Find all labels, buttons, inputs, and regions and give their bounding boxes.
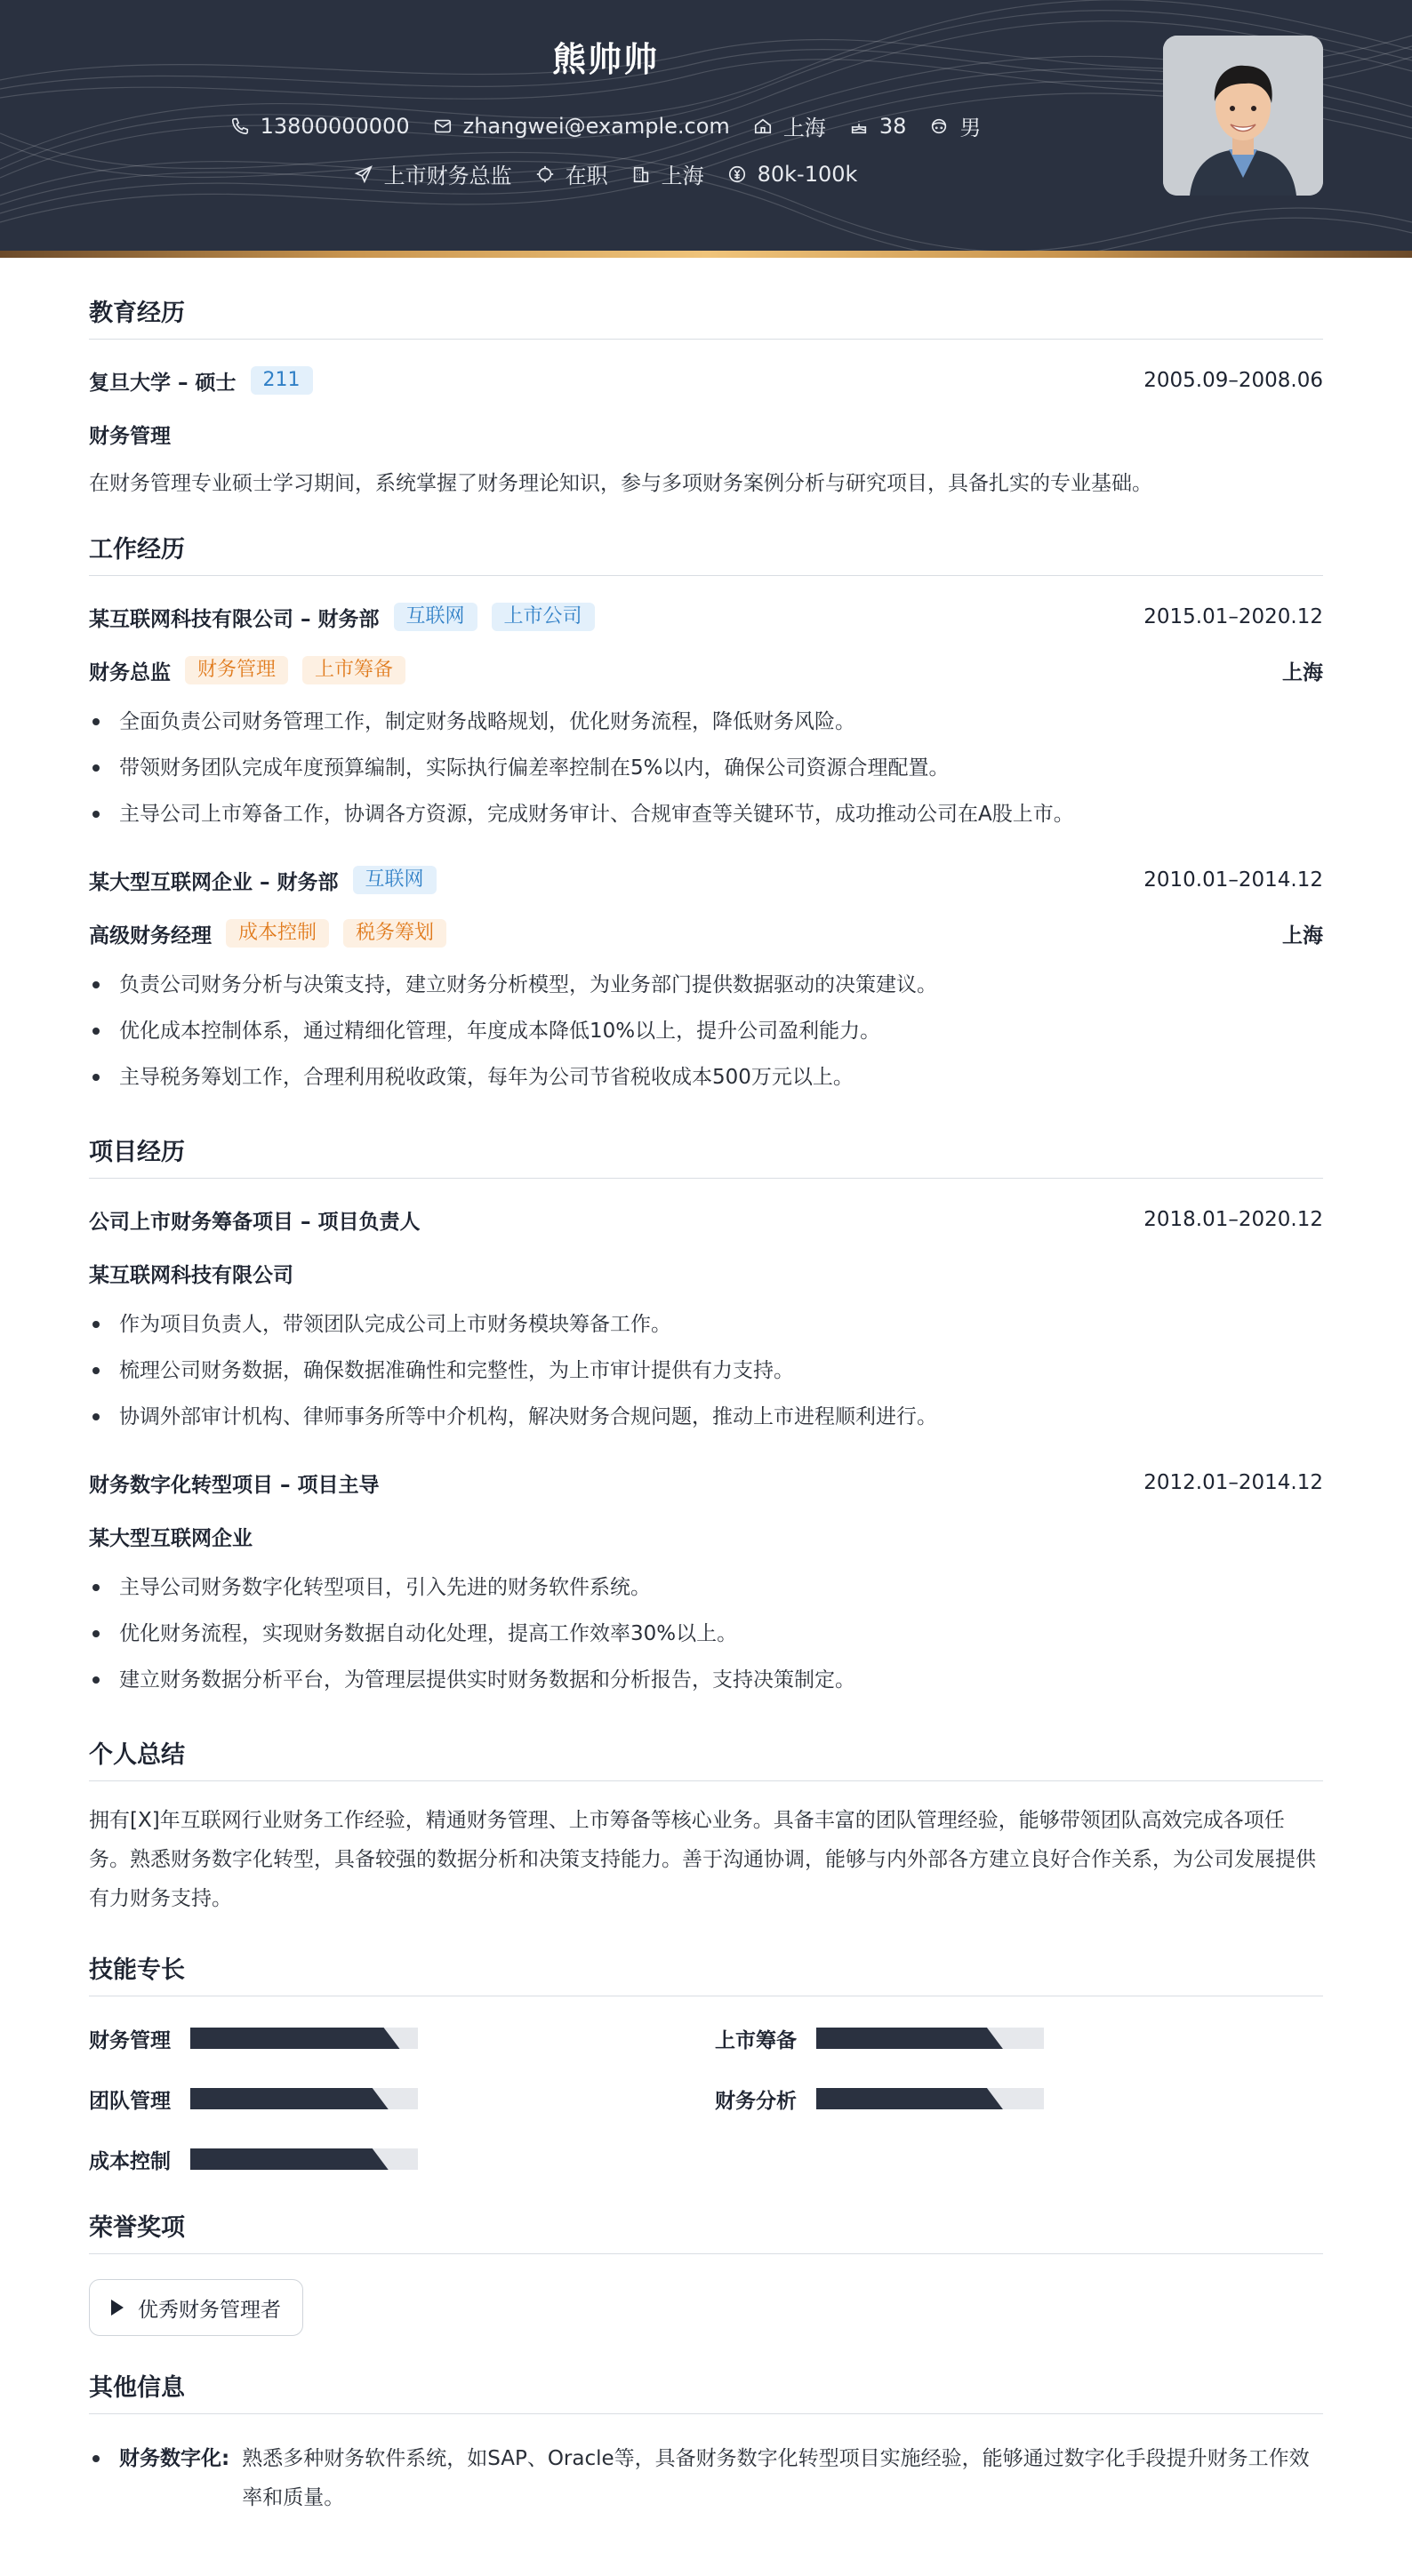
summary-section: [89, 1735, 1323, 1918]
skill-name: 财务分析: [715, 2089, 797, 2113]
paper-plane-icon: [354, 164, 373, 184]
project-title: 公司上市财务筹备项目 – 项目负责人: [89, 1210, 421, 1234]
email-info: [433, 114, 730, 139]
status-info: [535, 158, 608, 189]
yen-icon: [727, 164, 747, 184]
project-company-row: [89, 1257, 1323, 1289]
city-text: 上海: [782, 116, 826, 140]
play-triangle-icon: [111, 2300, 124, 2316]
section-title-work: 工作经历: [89, 530, 1323, 576]
section-title-other: 其他信息: [89, 2368, 1323, 2414]
work-entry-head: [89, 601, 1323, 633]
list-item: 梳理公司财务数据，确保数据准确性和完整性，为上市审计提供有力支持。: [89, 1348, 1323, 1394]
work-role-title: 财务总监: [89, 660, 171, 684]
education-desc: 在财务管理专业硕士学习期间，系统掌握了财务理论知识，参与多项财务案例分析与研究项目，具备扎实的专业基础。: [89, 472, 1152, 495]
list-item: 作为项目负责人，带领团队完成公司上市财务模块筹备工作。: [89, 1301, 1323, 1348]
work-section: [89, 530, 1323, 1100]
awards-section: [89, 2208, 1323, 2336]
project-date: 2012.01–2014.12: [1143, 1471, 1323, 1494]
education-date: 2005.09–2008.06: [1143, 369, 1323, 392]
target-job-info: [354, 158, 512, 189]
work-role-tag: 成本控制: [226, 919, 329, 948]
resume-header: [0, 0, 1412, 251]
skills-section: [89, 1950, 1323, 2176]
skill-name: 团队管理: [89, 2089, 171, 2113]
skill-item: [715, 2021, 1323, 2055]
header-accent-bar: [0, 251, 1412, 258]
work-role-row: [89, 917, 1323, 949]
bullet-dot: [89, 2439, 119, 2517]
email-text: zhangwei@example.com: [462, 113, 730, 139]
home-icon: [753, 116, 773, 136]
section-title-skills: 技能专长: [89, 1950, 1323, 1996]
skills-grid: [89, 2021, 1323, 2176]
cake-icon: [849, 116, 869, 136]
age-info: [849, 114, 907, 139]
project-entry-head: [89, 1204, 1323, 1236]
skill-bar: [190, 2028, 418, 2049]
skill-fill: [816, 2088, 1003, 2109]
education-major-row: [89, 418, 1323, 450]
job-intent-row: [0, 158, 1211, 189]
resume-body: [89, 258, 1323, 2517]
city-info: [753, 110, 826, 141]
project-company: 某大型互联网企业: [89, 1526, 253, 1550]
skill-item: [89, 2021, 715, 2055]
education-entry: [89, 364, 1323, 503]
age-text: 38: [878, 113, 907, 139]
work-tag: 互联网: [353, 866, 437, 894]
work-role: [89, 656, 405, 685]
project-bullets: [89, 1564, 1323, 1703]
other-text: 熟悉多种财务软件系统，如SAP、Oracle等，具备财务数字化转型项目实施经验，能够通过数字化手段提升财务工作效率和质量。: [242, 2447, 1310, 2509]
skill-bar: [816, 2088, 1044, 2109]
list-item: 主导税务筹划工作，合理利用税收政策，每年为公司节省税收成本500万元以上。: [89, 1054, 1323, 1100]
education-school: [89, 366, 313, 396]
other-label: 财务数字化:: [119, 2447, 230, 2470]
work-location: 上海: [1282, 660, 1323, 684]
work-bullets: [89, 962, 1323, 1100]
work-date: 2010.01–2014.12: [1143, 868, 1323, 892]
mail-icon: [433, 116, 453, 136]
work-role-tag: 上市筹备: [302, 656, 405, 684]
phone-text: 13800000000: [260, 113, 410, 139]
list-item: 全面负责公司财务管理工作，制定财务战略规划，优化财务流程，降低财务风险。: [89, 699, 1323, 745]
skill-name: 成本控制: [89, 2149, 171, 2173]
work-company: [89, 866, 437, 895]
work-company-title: 某大型互联网企业 – 财务部: [89, 870, 339, 894]
target-city-info: [631, 158, 704, 189]
list-item: 优化财务流程，实现财务数据自动化处理，提高工作效率30%以上。: [89, 1611, 1323, 1657]
work-role-row: [89, 654, 1323, 686]
list-item: 主导公司上市筹备工作，协调各方资源，完成财务审计、合规审查等关键环节，成功推动公司在A股上市。: [89, 791, 1323, 837]
avatar-portrait: [1163, 36, 1323, 196]
other-section: [89, 2368, 1323, 2517]
project-date: 2018.01–2020.12: [1143, 1208, 1323, 1231]
list-item: 主导公司财务数字化转型项目，引入先进的财务软件系统。: [89, 1564, 1323, 1611]
other-item: [89, 2439, 1323, 2517]
skill-fill: [190, 2028, 400, 2049]
summary-text: 拥有[X]年互联网行业财务工作经验，精通财务管理、上市筹备等核心业务。具备丰富的团队管理经验，能够带领团队高效完成各项任务。熟悉财务数字化转型，具备较强的数据分析和决策支持能力。善于沟通协调，能够与内外部各方建立良好合作关系，为公司发展提供有力财务支持。: [89, 1809, 1316, 1910]
education-entry-head: [89, 364, 1323, 396]
salary-text: 80k-100k: [757, 161, 858, 187]
work-bullets: [89, 699, 1323, 837]
work-entry: [89, 864, 1323, 1100]
phone-info: [230, 114, 410, 139]
award-text: 优秀财务管理者: [138, 2298, 281, 2322]
skill-name: 上市筹备: [715, 2028, 797, 2052]
section-title-projects: 项目经历: [89, 1132, 1323, 1179]
contact-row: [0, 110, 1211, 141]
status-text: 在职: [565, 164, 608, 188]
phone-icon: [230, 116, 250, 136]
skill-bar: [190, 2088, 418, 2109]
gender-info: [929, 110, 981, 141]
work-entry: [89, 601, 1323, 837]
section-title-summary: 个人总结: [89, 1735, 1323, 1781]
work-date: 2015.01–2020.12: [1143, 605, 1323, 628]
gender-text: 男: [959, 116, 982, 140]
project-entry-head: [89, 1467, 1323, 1499]
salary-info: [727, 162, 858, 187]
work-tag: 互联网: [394, 603, 477, 631]
project-title: 财务数字化转型项目 – 项目主导: [89, 1473, 380, 1497]
education-school-title: 复旦大学 – 硕士: [89, 371, 237, 395]
skill-fill: [190, 2148, 389, 2170]
skill-name: 财务管理: [89, 2028, 171, 2052]
status-spinner-icon: [535, 164, 555, 184]
list-item: 负责公司财务分析与决策支持，建立财务分析模型，为业务部门提供数据驱动的决策建议。: [89, 962, 1323, 1008]
work-company-title: 某互联网科技有限公司 – 财务部: [89, 607, 380, 631]
skill-fill: [816, 2028, 1003, 2049]
work-role-tag: 税务筹划: [343, 919, 446, 948]
education-major: 财务管理: [89, 424, 171, 448]
building-icon: [631, 164, 651, 184]
work-tag: 上市公司: [492, 603, 595, 631]
work-role-title: 高级财务经理: [89, 924, 212, 948]
education-section: [89, 293, 1323, 503]
target-city-text: 上海: [661, 164, 704, 188]
award-chip: [89, 2279, 303, 2336]
education-tag: 211: [251, 366, 313, 395]
section-title-education: 教育经历: [89, 293, 1323, 340]
work-entry-head: [89, 864, 1323, 896]
skill-item: [89, 2142, 715, 2176]
project-entry: [89, 1204, 1323, 1440]
work-location: 上海: [1282, 924, 1323, 948]
target-job-text: 上市财务总监: [383, 164, 512, 188]
list-item: 优化成本控制体系，通过精细化管理，年度成本降低10%以上，提升公司盈利能力。: [89, 1008, 1323, 1054]
projects-section: [89, 1132, 1323, 1703]
skill-bar: [816, 2028, 1044, 2049]
skill-fill: [190, 2088, 389, 2109]
section-title-awards: 荣誉奖项: [89, 2208, 1323, 2254]
skill-item: [89, 2082, 715, 2116]
list-item: 协调外部审计机构、律师事务所等中介机构，解决财务合规问题，推动上市进程顺利进行。: [89, 1394, 1323, 1440]
skill-item: [715, 2082, 1323, 2116]
project-company: 某互联网科技有限公司: [89, 1263, 293, 1287]
work-role: [89, 919, 446, 948]
skill-bar: [190, 2148, 418, 2170]
list-item: 建立财务数据分析平台，为管理层提供实时财务数据和分析报告，支持决策制定。: [89, 1657, 1323, 1703]
list-item: 带领财务团队完成年度预算编制，实际执行偏差率控制在5%以内，确保公司资源合理配置。: [89, 745, 1323, 791]
avatar: [1163, 36, 1323, 196]
work-role-tag: 财务管理: [185, 656, 288, 684]
candidate-name: 熊帅帅: [551, 40, 659, 79]
project-company-row: [89, 1520, 1323, 1552]
project-bullets: [89, 1301, 1323, 1440]
work-company: [89, 603, 595, 632]
person-face-icon: [929, 116, 949, 136]
project-entry: [89, 1467, 1323, 1703]
